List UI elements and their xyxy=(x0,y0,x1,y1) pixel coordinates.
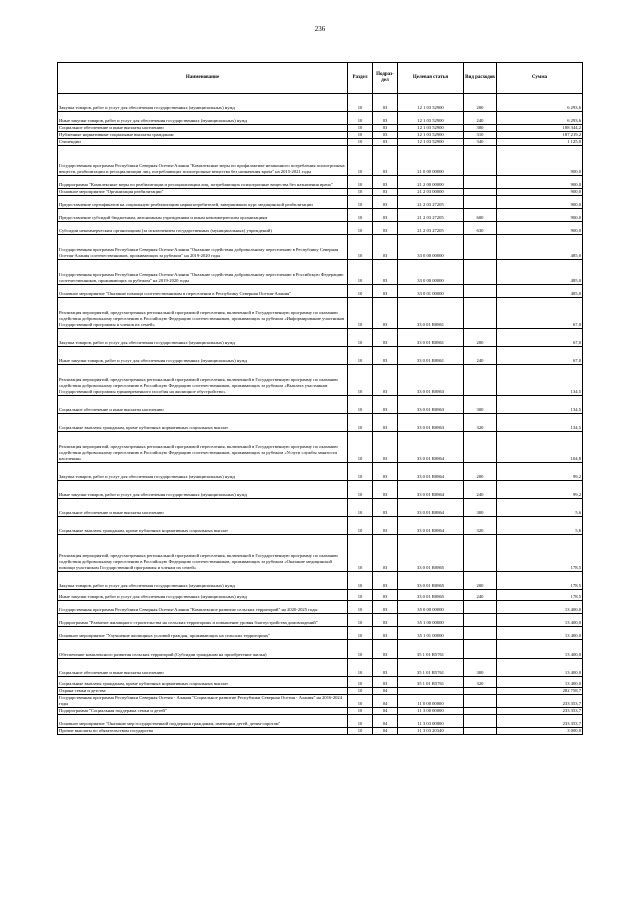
row-section: 10 xyxy=(348,139,373,146)
row-target-item: 21 2 03 27205 xyxy=(398,222,464,235)
row-subsection: 03 xyxy=(373,414,398,432)
row-name: Социальное обеспечение и иные выплаты населению xyxy=(58,396,348,414)
row-expense-type: 320 xyxy=(464,517,497,535)
row-target-item: 21 2 03 00000 xyxy=(398,189,464,196)
row-section: 10 xyxy=(348,298,373,329)
row-target-item: 33 0 01 00000 xyxy=(398,285,464,298)
row-subsection: 03 xyxy=(373,432,398,463)
row-expense-type: 200 xyxy=(464,94,497,112)
table-row xyxy=(58,499,583,517)
table-row xyxy=(58,590,583,601)
row-section: 10 xyxy=(348,209,373,222)
row-subsection: 03 xyxy=(373,146,398,176)
row-target-item: 35 1 01 R5761 xyxy=(398,659,464,677)
row-subsection: 03 xyxy=(373,481,398,499)
row-expense-type: 240 xyxy=(464,481,497,499)
row-section: 10 xyxy=(348,176,373,189)
row-name: Социальные выплаты гражданам, кроме публичных нормативных социальных выплат xyxy=(58,677,348,688)
row-target-item: 12 1 03 52900 xyxy=(398,94,464,112)
row-section: 10 xyxy=(348,517,373,535)
row-expense-type xyxy=(464,298,497,329)
row-section: 10 xyxy=(348,196,373,209)
row-expense-type xyxy=(464,365,497,396)
row-section: 10 xyxy=(348,640,373,659)
row-subsection: 04 xyxy=(373,708,398,715)
row-expense-type xyxy=(464,640,497,659)
row-expense-type: 200 xyxy=(464,463,497,481)
row-name: Подпрограмма "Социальная поддержка семьи и детей" xyxy=(58,708,348,715)
row-name: Иные закупки товаров, работ и услуг для обеспечения государственных (муниципальных) нужд xyxy=(58,590,348,601)
row-sum: 6 293,6 xyxy=(497,112,583,125)
table-row xyxy=(58,146,583,176)
row-target-item: 12 1 03 52900 xyxy=(398,125,464,132)
row-expense-type: 200 xyxy=(464,572,497,590)
row-subsection: 03 xyxy=(373,535,398,572)
row-target-item: 33 0 01 R0861 xyxy=(398,329,464,347)
table-row xyxy=(58,298,583,329)
row-section: 10 xyxy=(348,481,373,499)
row-name: Основное мероприятие "Оказание помощи соотечественникам в переселении в Республику Северная Осетия-Алания" xyxy=(58,285,348,298)
row-section: 10 xyxy=(348,688,373,695)
row-subsection: 03 xyxy=(373,590,398,601)
row-expense-type: 300 xyxy=(464,125,497,132)
row-sum: 134,5 xyxy=(497,414,583,432)
row-subsection: 03 xyxy=(373,298,398,329)
row-expense-type: 300 xyxy=(464,659,497,677)
row-section: 10 xyxy=(348,432,373,463)
row-expense-type xyxy=(464,708,497,715)
header-section: Раздел xyxy=(348,63,373,94)
table-row xyxy=(58,463,583,481)
row-expense-type xyxy=(464,688,497,695)
table-row xyxy=(58,688,583,695)
row-section: 10 xyxy=(348,260,373,285)
row-name: Государственная программа Республики Северная Осетия-Алания "Оказание содействия добровольному переселению в Российскую Федерацию соотечественников, проживающих за рубежом" на 2019-2020 годы xyxy=(58,260,348,285)
table-row xyxy=(58,235,583,260)
row-expense-type: 240 xyxy=(464,347,497,365)
table-row xyxy=(58,572,583,590)
row-subsection: 03 xyxy=(373,601,398,614)
row-subsection: 03 xyxy=(373,659,398,677)
row-target-item xyxy=(398,688,464,695)
row-section: 10 xyxy=(348,659,373,677)
row-sum: 13 400,0 xyxy=(497,601,583,614)
row-target-item: 33 0 01 R0864 xyxy=(398,463,464,481)
row-subsection: 03 xyxy=(373,365,398,396)
table-row xyxy=(58,614,583,627)
row-section: 10 xyxy=(348,222,373,235)
row-sum: 900,0 xyxy=(497,209,583,222)
table-row xyxy=(58,601,583,614)
table-row xyxy=(58,535,583,572)
row-section: 10 xyxy=(348,414,373,432)
row-sum: 900,0 xyxy=(497,222,583,235)
table-row xyxy=(58,627,583,640)
row-section: 10 xyxy=(348,146,373,176)
row-name: Реализация мероприятий, предусмотренных региональной программой переселения, включенной в Государственную программу по оказанию содействия добровольному переселению в Российскую Федерацию соотечественников, проживающих за рубежом «Оказание медицинской помощи участникам Государственной программы и членам их семей» xyxy=(58,535,348,572)
row-sum: 5,6 xyxy=(497,517,583,535)
row-expense-type xyxy=(464,614,497,627)
table-row xyxy=(58,222,583,235)
row-target-item: 33 0 01 R0861 xyxy=(398,298,464,329)
row-section: 10 xyxy=(348,112,373,125)
row-section: 10 xyxy=(348,94,373,112)
row-section: 10 xyxy=(348,627,373,640)
table-row xyxy=(58,481,583,499)
table-body xyxy=(58,94,583,735)
row-name: Социальное обеспечение и иные выплаты населению xyxy=(58,125,348,132)
table-row xyxy=(58,695,583,708)
row-name: Подпрограмма "Комплексные меры по реабилитации и ресоциализации лиц, потребляющих психотропные вещества без назначения врача" xyxy=(58,176,348,189)
table-row xyxy=(58,396,583,414)
row-expense-type: 320 xyxy=(464,677,497,688)
table-row xyxy=(58,659,583,677)
page-number: 236 xyxy=(314,25,326,33)
row-name: Предоставление сертификатов на социальную реабилитацию наркопотребителей, завершивших курс медицинской реабилитации xyxy=(58,196,348,209)
row-sum: 178,5 xyxy=(497,590,583,601)
row-section: 10 xyxy=(348,347,373,365)
row-target-item: 21 2 03 27205 xyxy=(398,196,464,209)
row-expense-type: 600 xyxy=(464,209,497,222)
table-row xyxy=(58,139,583,146)
row-name: Основное мероприятие "Улучшение жилищных условий граждан, проживающих на сельских территориях" xyxy=(58,627,348,640)
row-sum: 233 353,7 xyxy=(497,715,583,728)
header-subsection: Подраз-дел xyxy=(373,63,398,94)
row-target-item: 33 0 01 R0865 xyxy=(398,590,464,601)
table-row xyxy=(58,432,583,463)
row-expense-type: 320 xyxy=(464,414,497,432)
row-section: 10 xyxy=(348,715,373,728)
table-row xyxy=(58,260,583,285)
row-target-item: 21 2 00 00000 xyxy=(398,176,464,189)
row-name: Иные закупки товаров, работ и услуг для обеспечения государственных (муниципальных) нужд xyxy=(58,481,348,499)
row-section: 10 xyxy=(348,365,373,396)
row-target-item: 12 1 03 52900 xyxy=(398,112,464,125)
row-subsection: 03 xyxy=(373,112,398,125)
row-subsection: 03 xyxy=(373,189,398,196)
row-sum: 282 758,7 xyxy=(497,688,583,695)
row-section: 10 xyxy=(348,285,373,298)
row-target-item: 12 1 03 52900 xyxy=(398,132,464,139)
row-expense-type xyxy=(464,260,497,285)
row-name: Социальные выплаты гражданам, кроме публичных нормативных социальных выплат xyxy=(58,414,348,432)
row-name: Социальное обеспечение и иные выплаты населению xyxy=(58,659,348,677)
row-expense-type xyxy=(464,189,497,196)
row-sum: 188 344,2 xyxy=(497,125,583,132)
row-target-item: 21 2 03 27205 xyxy=(398,209,464,222)
row-section: 10 xyxy=(348,708,373,715)
row-sum: 485,0 xyxy=(497,235,583,260)
row-subsection: 03 xyxy=(373,235,398,260)
row-sum: 99,2 xyxy=(497,481,583,499)
row-expense-type: 300 xyxy=(464,499,497,517)
table-row xyxy=(58,189,583,196)
row-target-item: 33 0 01 R0864 xyxy=(398,517,464,535)
table-row xyxy=(58,708,583,715)
row-subsection: 04 xyxy=(373,728,398,735)
row-subsection: 03 xyxy=(373,209,398,222)
row-name: Охрана семьи и детства xyxy=(58,688,348,695)
row-sum: 178,5 xyxy=(497,535,583,572)
row-sum: 67,0 xyxy=(497,298,583,329)
row-target-item: 33 0 01 R0863 xyxy=(398,414,464,432)
row-section: 10 xyxy=(348,235,373,260)
row-subsection: 03 xyxy=(373,677,398,688)
row-target-item: 33 0 01 R0864 xyxy=(398,432,464,463)
row-section: 10 xyxy=(348,728,373,735)
row-name: Иные закупки товаров, работ и услуг для обеспечения государственных (муниципальных) нужд xyxy=(58,347,348,365)
row-name: Иные закупки товаров, работ и услуг для обеспечения государственных (муниципальных) нужд xyxy=(58,112,348,125)
row-section: 10 xyxy=(348,677,373,688)
row-section: 10 xyxy=(348,189,373,196)
row-sum: 485,0 xyxy=(497,285,583,298)
row-section: 10 xyxy=(348,535,373,572)
table-row xyxy=(58,176,583,189)
row-name: Социальное обеспечение и иные выплаты населению xyxy=(58,499,348,517)
row-subsection: 03 xyxy=(373,572,398,590)
budget-table xyxy=(57,62,583,735)
row-target-item: 11 0 00 00000 xyxy=(398,695,464,708)
row-expense-type: 340 xyxy=(464,139,497,146)
row-section: 10 xyxy=(348,614,373,627)
row-target-item: 33 0 01 R0864 xyxy=(398,481,464,499)
row-expense-type xyxy=(464,196,497,209)
row-name: Государственная программа Республики Северная Осетия-Алания "Комплексное развитие сельских территорий" на 2020-2025 годы xyxy=(58,601,348,614)
row-name: Социальные выплаты гражданам, кроме публичных нормативных социальных выплат xyxy=(58,517,348,535)
row-subsection: 04 xyxy=(373,688,398,695)
row-sum: 13 400,0 xyxy=(497,627,583,640)
row-expense-type xyxy=(464,285,497,298)
row-name: Государственная программа Республики Северная Осетия-Алания "Комплексные меры по профилактике незаконного потребления психотропных веществ, реабилитации и ресоциализации лиц, потребляющих психотропные вещества без назначения врача" на 2015-2021 годы xyxy=(58,146,348,176)
row-target-item: 21 0 00 00000 xyxy=(398,146,464,176)
row-expense-type xyxy=(464,432,497,463)
row-sum: 13 400,0 xyxy=(497,614,583,627)
row-subsection: 03 xyxy=(373,463,398,481)
row-name: Государственная программа Республики Северная Осетия - Алания "Социальное развитие Республики Северная Осетия - Алания" на 2016-2024 годы xyxy=(58,695,348,708)
row-section: 10 xyxy=(348,132,373,139)
row-sum: 900,0 xyxy=(497,189,583,196)
row-sum: 6 293,6 xyxy=(497,94,583,112)
row-target-item: 33 0 00 00000 xyxy=(398,235,464,260)
row-target-item: 33 0 01 R0863 xyxy=(398,365,464,396)
row-expense-type xyxy=(464,627,497,640)
row-name: Реализация мероприятий, предусмотренных региональной программой переселения, включенной в Государственную программу по оказанию содействия добровольному переселению в Российскую Федерацию соотечественников, проживающих за рубежом «Информирование участников Государственной программы и членов их семей» xyxy=(58,298,348,329)
row-sum: 99,2 xyxy=(497,463,583,481)
row-sum: 187 219,2 xyxy=(497,132,583,139)
table-row xyxy=(58,517,583,535)
table-row xyxy=(58,285,583,298)
row-sum: 5,6 xyxy=(497,499,583,517)
row-name: Закупка товаров, работ и услуг для обеспечения государственных (муниципальных) нужд xyxy=(58,329,348,347)
row-expense-type: 310 xyxy=(464,132,497,139)
row-sum: 104,8 xyxy=(497,432,583,463)
row-target-item: 11 3 03 20340 xyxy=(398,728,464,735)
table-row xyxy=(58,112,583,125)
row-subsection: 04 xyxy=(373,695,398,708)
row-name: Субсидии некоммерческим организациям (за исключением государственных (муниципальных) учреждений) xyxy=(58,222,348,235)
table-row xyxy=(58,640,583,659)
row-expense-type: 630 xyxy=(464,222,497,235)
row-section: 10 xyxy=(348,499,373,517)
row-subsection: 03 xyxy=(373,499,398,517)
row-name: Закупка товаров, работ и услуг для обеспечения государственных (муниципальных) нужд xyxy=(58,463,348,481)
row-target-item: 33 0 01 R0864 xyxy=(398,499,464,517)
table-row xyxy=(58,132,583,139)
row-name: Реализация мероприятий, предусмотренных региональной программой переселения, включенной в Государственную программу по оказанию содействия добровольному переселению в Российскую Федерацию соотечественников, проживающих за рубежом «Услуги службы занятости населения» xyxy=(58,432,348,463)
row-expense-type xyxy=(464,715,497,728)
table-row xyxy=(58,125,583,132)
row-sum: 233 353,7 xyxy=(497,695,583,708)
row-sum: 900,0 xyxy=(497,176,583,189)
row-target-item: 12 1 03 52900 xyxy=(398,139,464,146)
row-name: Прочие выплаты по обязательствам государства xyxy=(58,728,348,735)
header-target-item: Целевая статья xyxy=(398,63,464,94)
row-section: 10 xyxy=(348,590,373,601)
row-sum: 13 400,0 xyxy=(497,677,583,688)
row-subsection: 03 xyxy=(373,196,398,209)
row-sum: 900,0 xyxy=(497,146,583,176)
row-sum: 178,5 xyxy=(497,572,583,590)
table-row xyxy=(58,414,583,432)
row-target-item: 33 0 01 R0865 xyxy=(398,572,464,590)
row-sum: 67,0 xyxy=(497,347,583,365)
row-sum: 13 400,0 xyxy=(497,640,583,659)
row-expense-type xyxy=(464,695,497,708)
row-expense-type: 240 xyxy=(464,590,497,601)
row-name: Закупка товаров, работ и услуг для обеспечения государственных (муниципальных) нужд xyxy=(58,94,348,112)
row-target-item: 35 1 00 00000 xyxy=(398,614,464,627)
row-name: Обеспечение комплексного развития сельских территорий (Субсидии гражданам на приобретение жилья) xyxy=(58,640,348,659)
row-section: 10 xyxy=(348,695,373,708)
row-subsection: 03 xyxy=(373,329,398,347)
row-expense-type xyxy=(464,235,497,260)
table-row xyxy=(58,329,583,347)
header-name: Наименование xyxy=(58,63,348,94)
row-subsection: 03 xyxy=(373,517,398,535)
row-name: Подпрограмма "Развитие жилищного строительства на сельских территориях и повышение уровня благоустройства домовладений" xyxy=(58,614,348,627)
table-row xyxy=(58,347,583,365)
row-sum: 67,0 xyxy=(497,329,583,347)
row-sum: 13 400,0 xyxy=(497,659,583,677)
row-subsection: 03 xyxy=(373,94,398,112)
row-target-item: 35 0 00 00000 xyxy=(398,601,464,614)
row-expense-type: 300 xyxy=(464,396,497,414)
table-row xyxy=(58,728,583,735)
header-row xyxy=(58,63,583,94)
table-row xyxy=(58,677,583,688)
row-name: Реализация мероприятий, предусмотренных региональной программой переселения, включенной в Государственную программу по оказанию содействия добровольному переселению в Российскую Федерацию соотечественников, проживающих за рубежом «Выплата участникам Государственной программы единовременного пособия на жилищное обустройство» xyxy=(58,365,348,396)
row-sum: 3 000,0 xyxy=(497,728,583,735)
row-expense-type: 200 xyxy=(464,329,497,347)
row-name: Предоставление субсидий бюджетным, автономным учреждениям и иным некоммерческим организациям xyxy=(58,209,348,222)
header-sum: Сумма xyxy=(497,63,583,94)
row-subsection: 03 xyxy=(373,396,398,414)
row-target-item: 35 1 01 R5761 xyxy=(398,640,464,659)
row-subsection: 03 xyxy=(373,176,398,189)
table-row xyxy=(58,209,583,222)
row-subsection: 03 xyxy=(373,347,398,365)
row-sum: 134,5 xyxy=(497,365,583,396)
row-section: 10 xyxy=(348,329,373,347)
row-subsection: 03 xyxy=(373,260,398,285)
row-sum: 134,5 xyxy=(497,396,583,414)
row-expense-type xyxy=(464,146,497,176)
row-name: Основное мероприятие "Оказание мер государственной поддержки гражданам, имеющим детей, детям-сиротам" xyxy=(58,715,348,728)
table-row xyxy=(58,365,583,396)
row-sum: 1 125,0 xyxy=(497,139,583,146)
row-sum: 233 353,7 xyxy=(497,708,583,715)
row-expense-type xyxy=(464,535,497,572)
row-target-item: 35 1 01 00000 xyxy=(398,627,464,640)
table-row xyxy=(58,94,583,112)
header-expense-type: Вид расходов xyxy=(464,63,497,94)
row-name: Государственная программа Республики Северная Осетия-Алания "Оказание содействия добровольному переселению в Республику Северная Осетия-Алания соотечественников, проживающих за рубежом" на 2019-2020 годы xyxy=(58,235,348,260)
row-subsection: 03 xyxy=(373,125,398,132)
row-subsection: 04 xyxy=(373,715,398,728)
row-section: 10 xyxy=(348,125,373,132)
row-section: 10 xyxy=(348,463,373,481)
row-subsection: 03 xyxy=(373,640,398,659)
row-target-item: 35 1 01 R5761 xyxy=(398,677,464,688)
row-expense-type xyxy=(464,728,497,735)
row-target-item: 11 3 03 00000 xyxy=(398,715,464,728)
row-subsection: 03 xyxy=(373,132,398,139)
row-name: Закупка товаров, работ и услуг для обеспечения государственных (муниципальных) нужд xyxy=(58,572,348,590)
row-name: Публичные нормативные социальные выплаты гражданам xyxy=(58,132,348,139)
row-expense-type: 240 xyxy=(464,112,497,125)
row-subsection: 03 xyxy=(373,285,398,298)
row-section: 10 xyxy=(348,572,373,590)
table-row xyxy=(58,715,583,728)
row-target-item: 33 0 01 R0861 xyxy=(398,347,464,365)
row-subsection: 03 xyxy=(373,627,398,640)
row-target-item: 11 3 00 00000 xyxy=(398,708,464,715)
row-target-item: 33 0 00 00000 xyxy=(398,260,464,285)
row-target-item: 33 0 01 R0865 xyxy=(398,535,464,572)
row-subsection: 03 xyxy=(373,614,398,627)
row-name: Стипендии xyxy=(58,139,348,146)
row-subsection: 03 xyxy=(373,139,398,146)
row-expense-type xyxy=(464,176,497,189)
row-sum: 900,0 xyxy=(497,196,583,209)
row-target-item: 33 0 01 R0863 xyxy=(398,396,464,414)
table-row xyxy=(58,196,583,209)
row-sum: 485,0 xyxy=(497,260,583,285)
row-name: Основное мероприятие "Организация реабилитации" xyxy=(58,189,348,196)
row-section: 10 xyxy=(348,396,373,414)
row-section: 10 xyxy=(348,601,373,614)
row-subsection: 03 xyxy=(373,222,398,235)
row-expense-type xyxy=(464,601,497,614)
